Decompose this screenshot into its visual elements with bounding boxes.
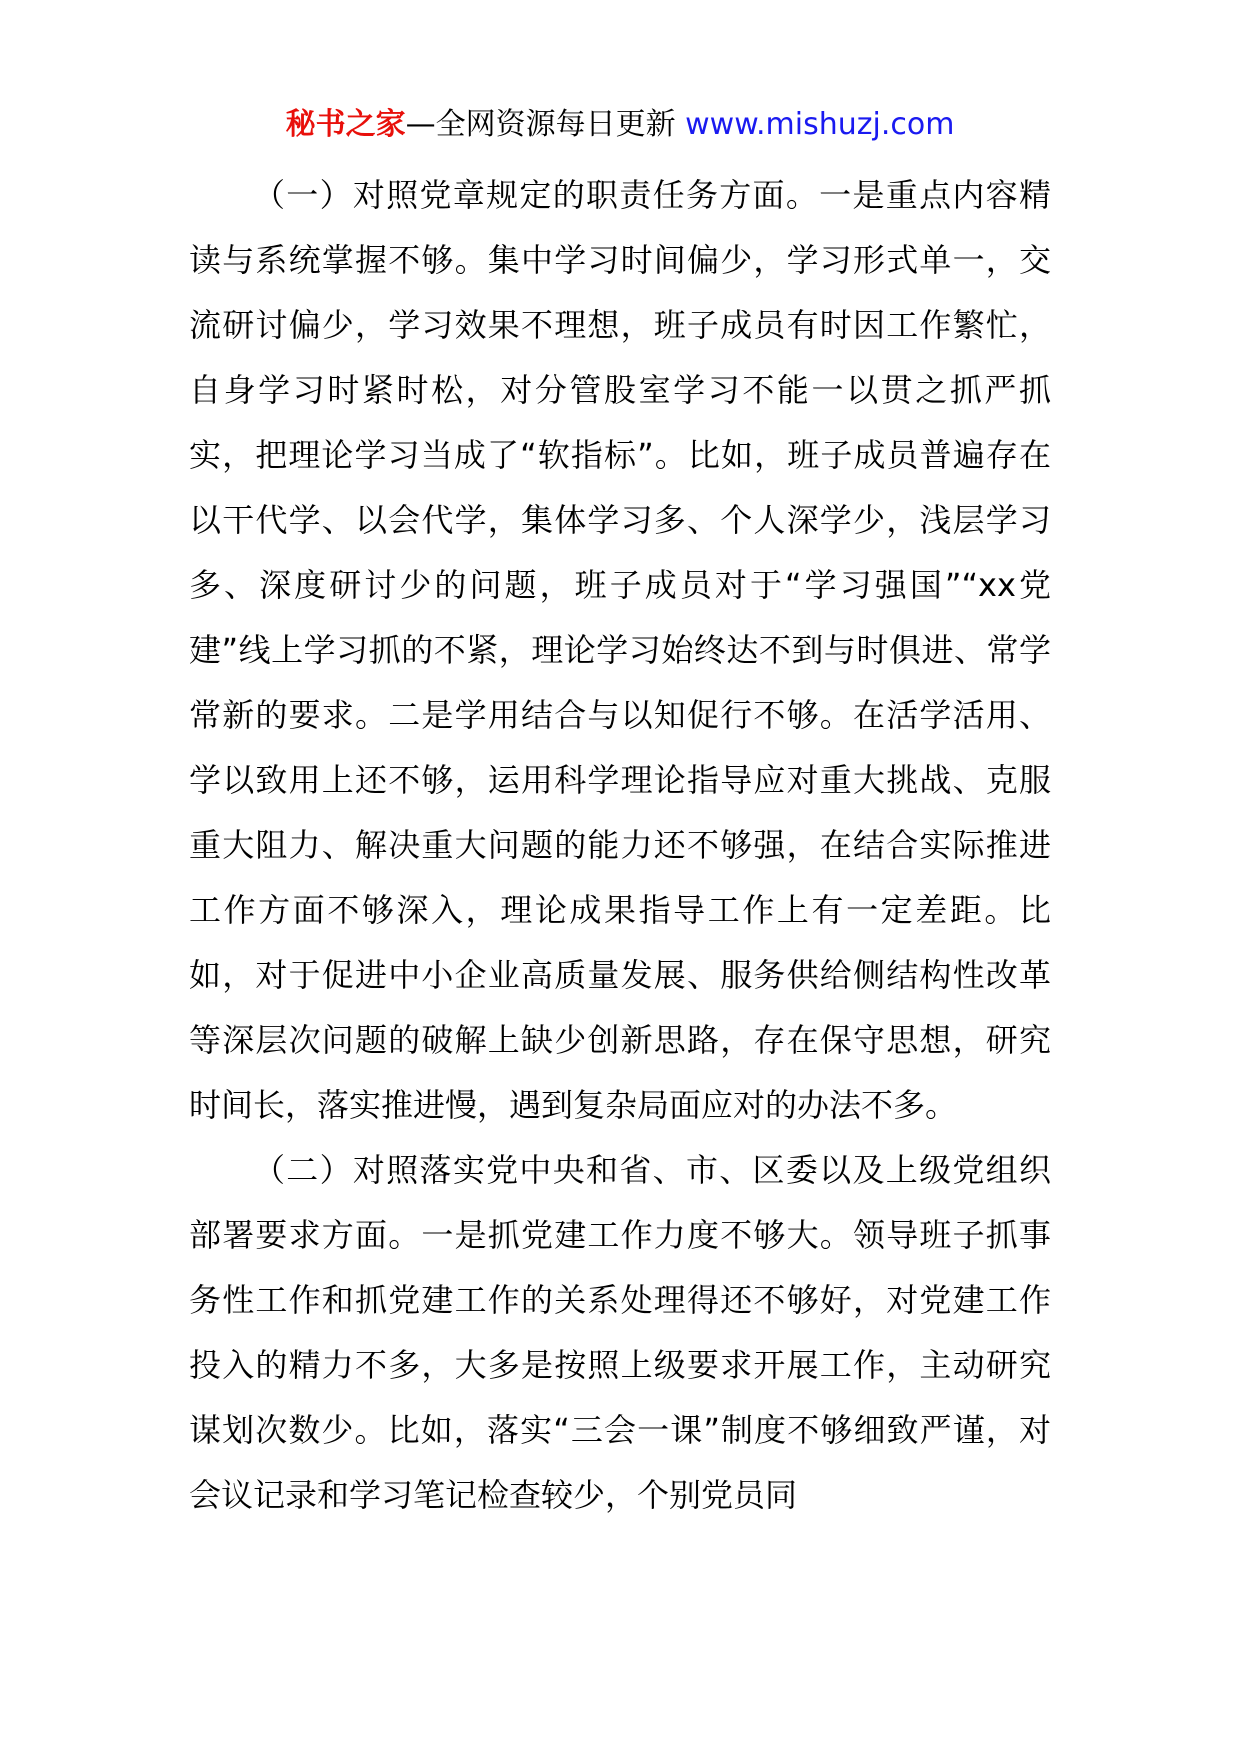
site-url-link[interactable]: www.mishuzj.com <box>685 107 955 142</box>
paragraph-1: （一）对照党章规定的职责任务方面。一是重点内容精读与系统掌握不够。集中学习时间偏少，学习形式单一，交流研讨偏少，学习效果不理想，班子成员有时因工作繁忙，自身学习时紧时松，对分管股室学习不能一以贯之抓严抓实，把理论学习当成了“软指标”。比如，班子成员普遍存在以干代学、以会代学，集体学习多、个人深学少，浅层学习多、深度研讨少的问题，班子成员对于“学习强国”“xx党建”线上学习抓的不紧，理论学习始终达不到与时俱进、常学常新的要求。二是学用结合与以知促行不够。在活学活用、学以致用上还不够，运用科学理论指导应对重大挑战、克服重大阻力、解决重大问题的能力还不够强，在结合实际推进工作方面不够深入，理论成果指导工作上有一定差距。比如，对于促进中小企业高质量发展、服务供给侧结构性改革等深层次问题的破解上缺少创新思路，存在保守思想，研究时间长，落实推进慢，遇到复杂局面应对的办法不多。 <box>189 176 1051 1124</box>
site-header <box>0 100 1240 150</box>
site-brand: 秘书之家 <box>285 107 406 142</box>
paragraph-2: （二）对照落实党中央和省、市、区委以及上级党组织部署要求方面。一是抓党建工作力度不够大。领导班子抓事务性工作和抓党建工作的关系处理得还不够好，对党建工作投入的精力不多，大多是按照上级要求开展工作，主动研究谋划次数少。比如，落实“三会一课”制度不够细致严谨，对会议记录和学习笔记检查较少，个别党员同 <box>189 1151 1051 1514</box>
site-tagline: —全网资源每日更新 <box>405 107 676 142</box>
document-body <box>189 163 1051 1528</box>
